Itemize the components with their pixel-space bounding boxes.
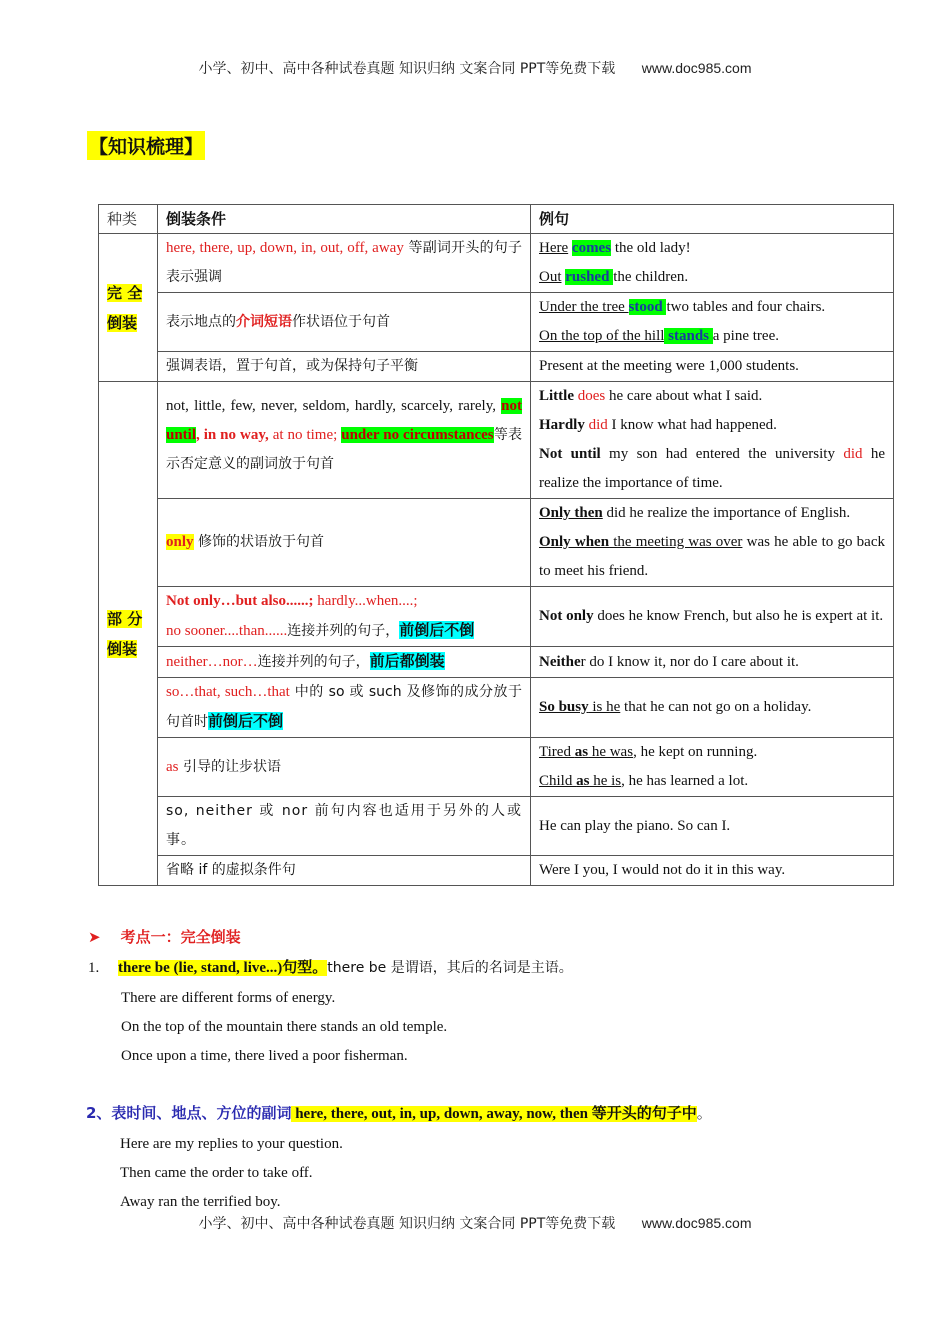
- example-cell: Were I you, I would not do it in this way.: [531, 856, 894, 886]
- condition-cell: not, little, few, never, seldom, hardly, scarcely, rarely, not until, in no way, at no time; under no circumstances等表示否定意义的副词放于句首: [158, 382, 531, 499]
- example-sentence: Once upon a time, there lived a poor fisherman.: [121, 1048, 408, 1064]
- example-sentence: On the top of the mountain there stands an old temple.: [121, 1019, 448, 1035]
- table-row: [99, 738, 894, 797]
- table-row: [99, 382, 894, 499]
- footer-text: 小学、初中、高中各种试卷真题 知识归纳 文案合同 PPT等免费下载: [198, 1216, 616, 1232]
- type-partial-inversion: 部 分 倒装: [99, 382, 158, 886]
- header-url[interactable]: www.doc985.com: [641, 60, 752, 76]
- example-cell: Not only does he know French, but also he is expert at it.: [531, 587, 894, 647]
- exam-point-title: 考点一：完全倒装: [120, 928, 241, 946]
- table-header-row: [99, 205, 894, 234]
- section-title: 【知识梳理】: [87, 131, 205, 160]
- condition-cell: 强调表语，置于句首，或为保持句子平衡: [158, 352, 531, 382]
- table-row: [99, 647, 894, 678]
- header-example: 例句: [531, 205, 894, 234]
- header-text: 小学、初中、高中各种试卷真题 知识归纳 文案合同 PPT等免费下载: [198, 61, 616, 77]
- header-condition: 倒装条件: [158, 205, 531, 234]
- example-cell: Under the tree stood two tables and four chairs. On the top of the hill stands a pine tree.: [531, 293, 894, 352]
- example-cell: Present at the meeting were 1,000 students.: [531, 352, 894, 382]
- example-cell: So busy is he that he can not go on a holiday.: [531, 678, 894, 738]
- point-1: 1. there be (lie, stand, live...)句型。there be 是谓语，其后的名词是主语。: [88, 960, 573, 976]
- example-cell: Little does he care about what I said. Hardly did I know what had happened. Not until my son had entered the university did he realize the importance of time.: [531, 382, 894, 499]
- example-cell: Here comes the old lady! Out rushed the children.: [531, 234, 894, 293]
- arrow-icon: ➤: [88, 928, 101, 946]
- table-row: [99, 797, 894, 856]
- example-cell: Neither do I know it, nor do I care about it.: [531, 647, 894, 678]
- page-header: [0, 58, 950, 78]
- example-sentence: Here are my replies to your question.: [120, 1136, 343, 1152]
- table-row: [99, 587, 894, 647]
- example-cell: Tired as he was, he kept on running. Child as he is, he has learned a lot.: [531, 738, 894, 797]
- example-cell: He can play the piano. So can I.: [531, 797, 894, 856]
- point-1-pattern: there be (lie, stand, live...)句型。: [118, 960, 328, 976]
- page-footer: [0, 1213, 950, 1233]
- condition-cell: here, there, up, down, in, out, off, away 等副词开头的句子表示强调: [158, 234, 531, 293]
- table-row: [99, 293, 894, 352]
- header-type: 种类: [99, 205, 158, 234]
- point-1-examples: [121, 984, 447, 1071]
- point-2: 2、表时间、地点、方位的副词 here, there, out, in, up, down, away, now, then 等开头的句子中。: [86, 1104, 712, 1122]
- example-sentence: There are different forms of energy.: [121, 990, 336, 1006]
- example-cell: Only then did he realize the importance of English. Only when the meeting was over was he able to go back to meet his friend.: [531, 499, 894, 587]
- point-2-adverbs: here, there, out, in, up, down, away, now, then 等开头的句子中: [291, 1106, 697, 1122]
- table-row: [99, 499, 894, 587]
- table-row: [99, 856, 894, 886]
- point-2-examples: [120, 1130, 343, 1217]
- type-full-inversion: 完 全 倒装: [99, 234, 158, 382]
- example-sentence: Away ran the terrified boy.: [120, 1194, 281, 1210]
- table-row: [99, 352, 894, 382]
- exam-point-heading: [88, 926, 241, 947]
- condition-cell: as 引导的让步状语: [158, 738, 531, 797]
- condition-cell: 省略 if 的虚拟条件句: [158, 856, 531, 886]
- condition-cell: 表示地点的介词短语作状语位于句首: [158, 293, 531, 352]
- footer-url[interactable]: www.doc985.com: [641, 1215, 752, 1231]
- condition-cell: only 修饰的状语放于句首: [158, 499, 531, 587]
- inversion-table: [98, 204, 894, 886]
- condition-cell: neither…nor…连接并列的句子，前后都倒装: [158, 647, 531, 678]
- condition-cell: so, neither 或 nor 前句内容也适用于另外的人或事。: [158, 797, 531, 856]
- table-row: [99, 234, 894, 293]
- table-row: [99, 678, 894, 738]
- condition-cell: Not only…but also......; hardly...when....; no sooner....than......连接并列的句子，前倒后不倒: [158, 587, 531, 647]
- example-sentence: Then came the order to take off.: [120, 1165, 313, 1181]
- condition-cell: so…that, such…that 中的 so 或 such 及修饰的成分放于句首时前倒后不倒: [158, 678, 531, 738]
